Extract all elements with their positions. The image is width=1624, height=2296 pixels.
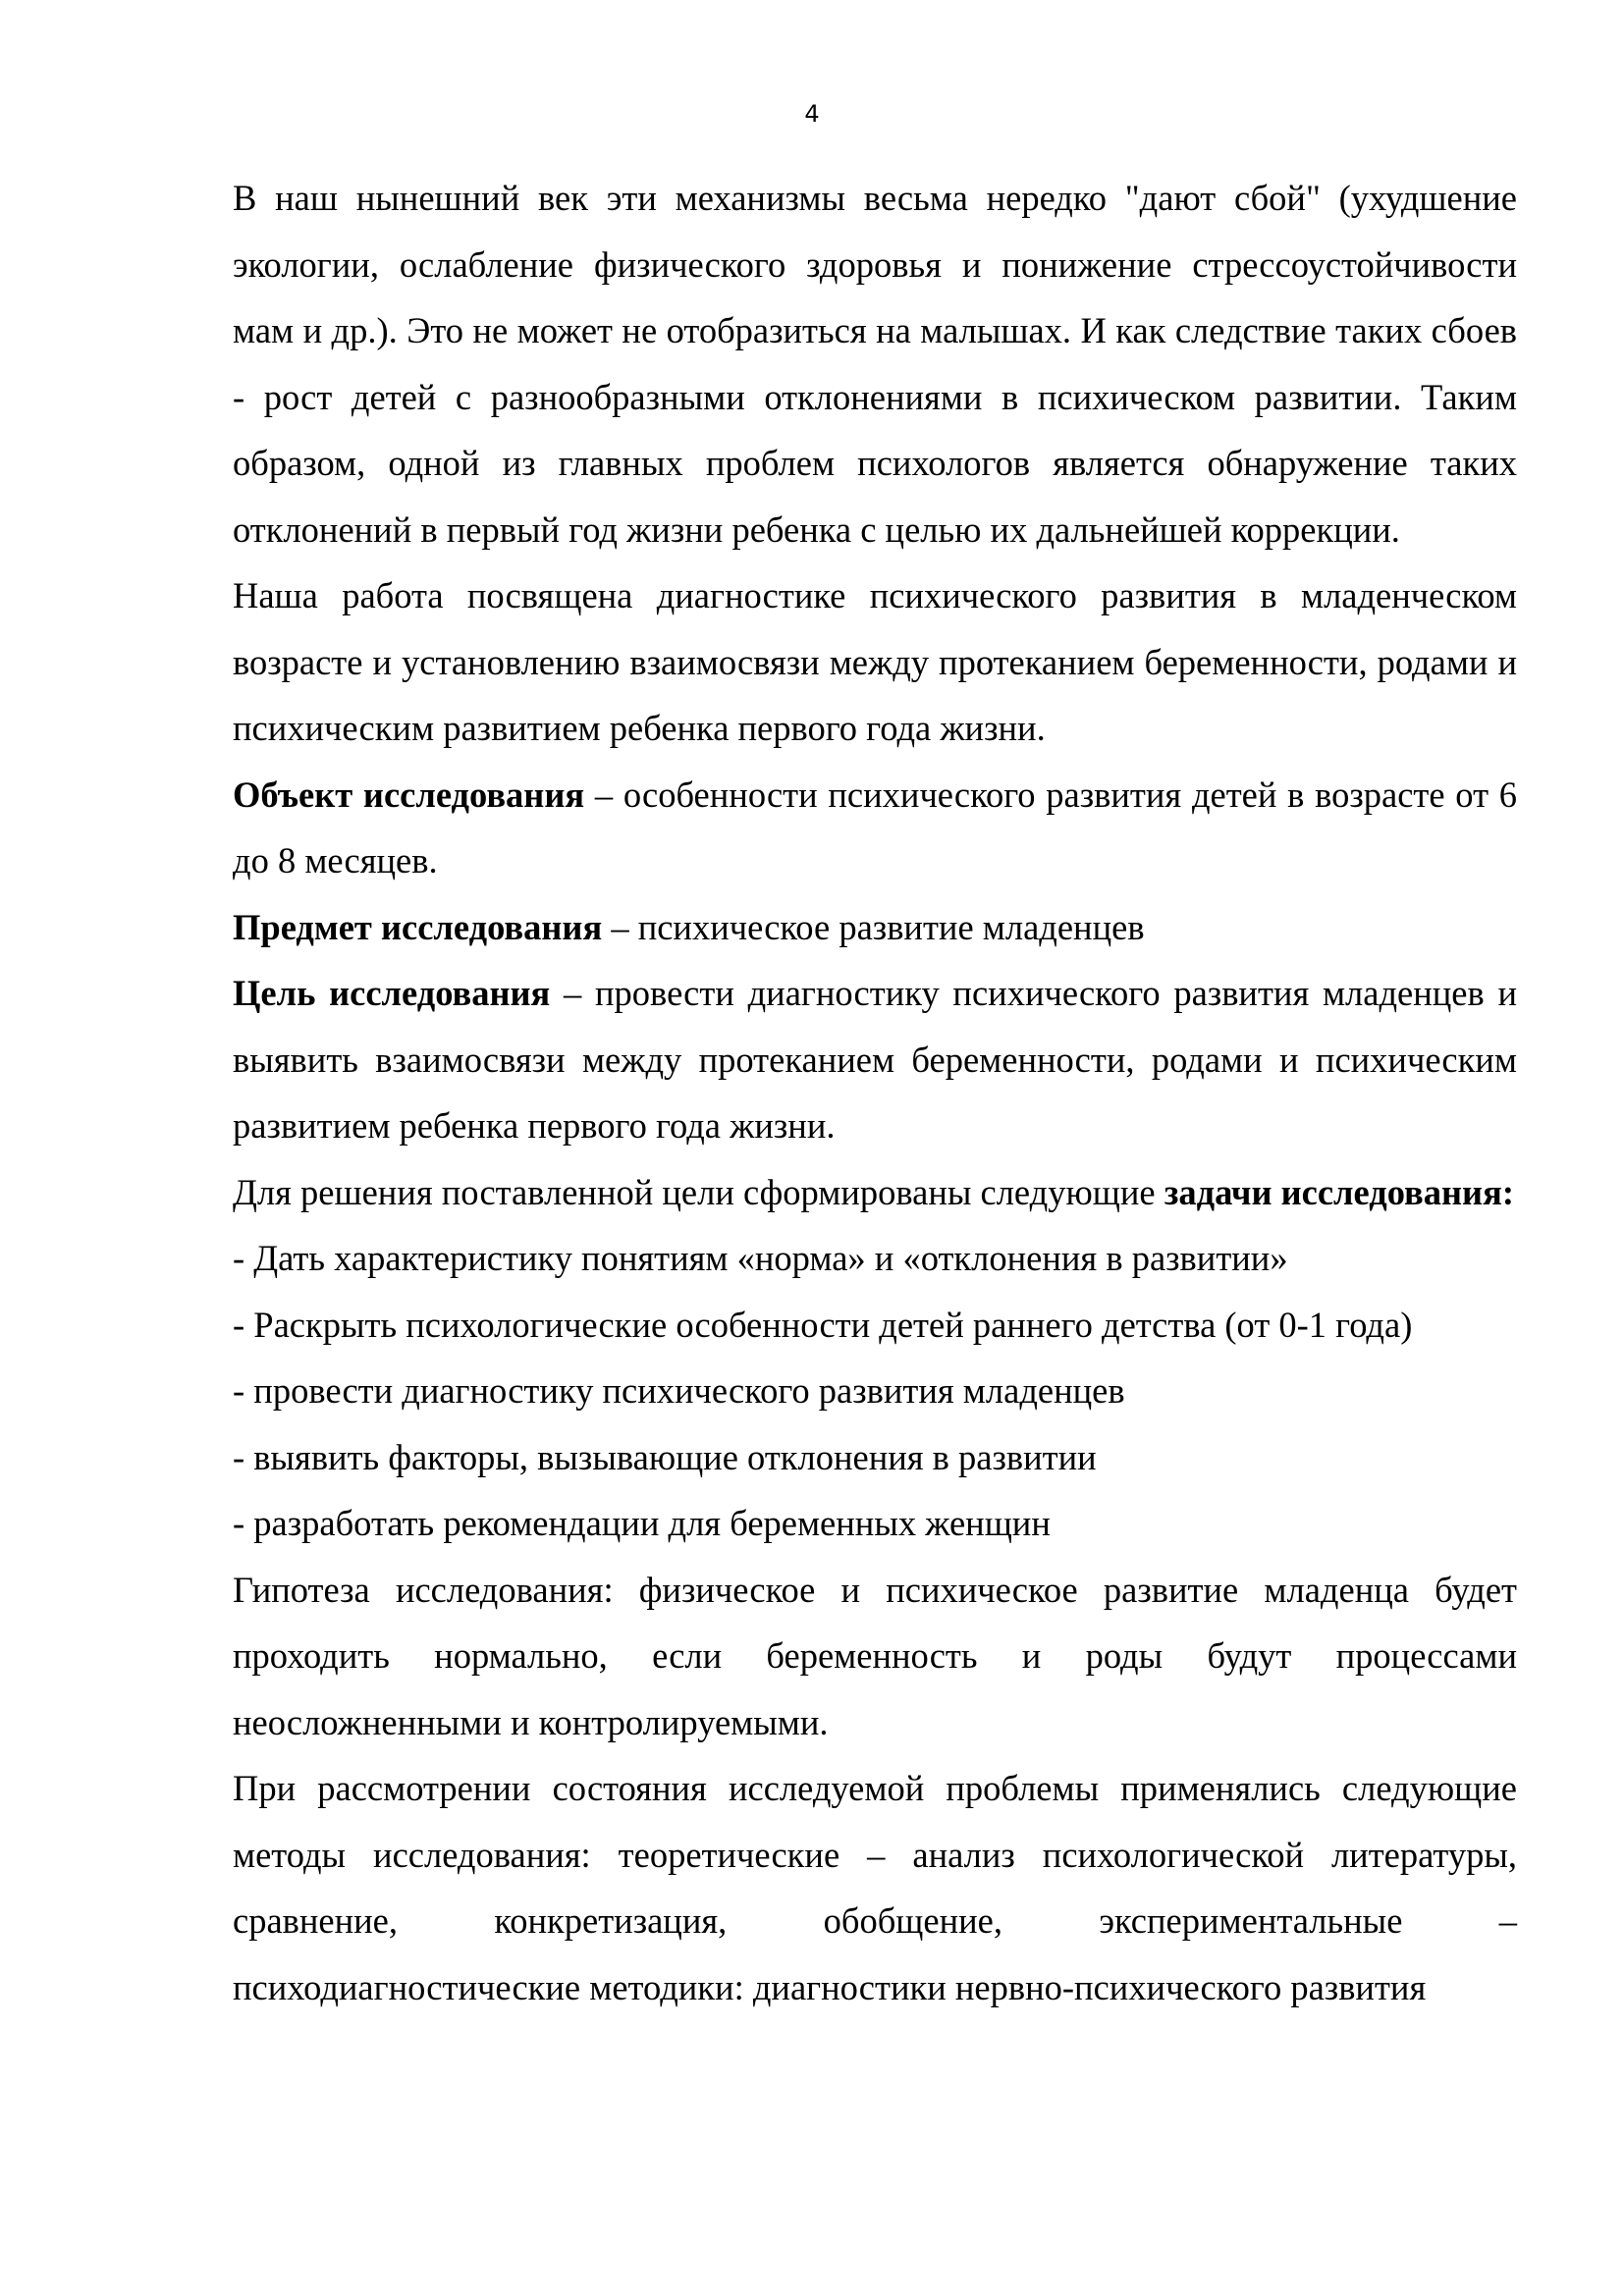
research-goal-label: Цель исследования bbox=[233, 973, 551, 1013]
paragraph-work-topic: Наша работа посвящена диагностике психического развития в младенческом возрасте и установлению взаимосвязи между протеканием беременности, родами и психическим развитием ребенка первого года жизни. bbox=[233, 575, 1517, 748]
task-item: - разработать рекомендации для беременных женщин bbox=[233, 1503, 1051, 1543]
paragraph-hypothesis: Гипотеза исследования: физическое и психическое развитие младенца будет проходить нормально, если беременность и роды будут процессами неосложненными и контролируемыми. bbox=[233, 1569, 1517, 1742]
task-item: - Дать характеристику понятиям «норма» и «отклонения в развитии» bbox=[233, 1238, 1288, 1278]
research-subject-label: Предмет исследования bbox=[233, 906, 603, 947]
document-body bbox=[233, 165, 1517, 2020]
tasks-intro-text: Для решения поставленной цели сформированы следующие bbox=[233, 1171, 1164, 1212]
research-goal-text: – провести диагностику психического развития младенцев и выявить взаимосвязи между протеканием беременности, родами и психическим развитием ребенка первого года жизни. bbox=[233, 973, 1517, 1146]
methods-text: При рассмотрении состояния исследуемой проблемы применялись следующие методы исследования: теоретические – анализ психологической литературы, сравнение, конкретизация, обобщение, экспериментальные – bbox=[233, 1768, 1517, 1941]
methods-last-line: психодиагностические методики: диагностики нервно-психического развития bbox=[233, 1966, 1427, 2007]
research-subject-text: – психическое развитие младенцев bbox=[602, 906, 1145, 947]
paragraph-tasks-intro bbox=[233, 1159, 1517, 1226]
research-object-text: – особенности психического развития детей в возрасте от 6 до 8 месяцев. bbox=[233, 774, 1518, 881]
research-object-label: Объект исследования bbox=[233, 774, 585, 815]
paragraph-methods bbox=[233, 1755, 1517, 2020]
paragraph-research-subject bbox=[233, 894, 1517, 961]
paragraph-research-object bbox=[233, 762, 1517, 894]
task-item: - Раскрыть психологические особенности детей раннего детства (от 0-1 года) bbox=[233, 1304, 1413, 1345]
paragraph-research-goal bbox=[233, 960, 1517, 1159]
task-item: - провести диагностику психического развития младенцев bbox=[233, 1370, 1125, 1411]
paragraph-intro: В наш нынешний век эти механизмы весьма нередко "дают сбой" (ухудшение экологии, ослабление физического здоровья и понижение стрессоустойчивости мам и др.). Это не может не отобразиться на малышах. И как следствие таких сбоев - рост детей с разнообразными отклонениями в психическом развитии. Таким образом, одной из главных проблем психологов является обнаружение таких отклонений в первый год жизни ребенка с целью их дальнейшей коррекции. bbox=[233, 178, 1517, 550]
page-number: 4 bbox=[804, 100, 820, 128]
tasks-intro-bold: задачи исследования: bbox=[1164, 1171, 1514, 1212]
task-item: - выявить факторы, вызывающие отклонения в развитии bbox=[233, 1436, 1097, 1477]
